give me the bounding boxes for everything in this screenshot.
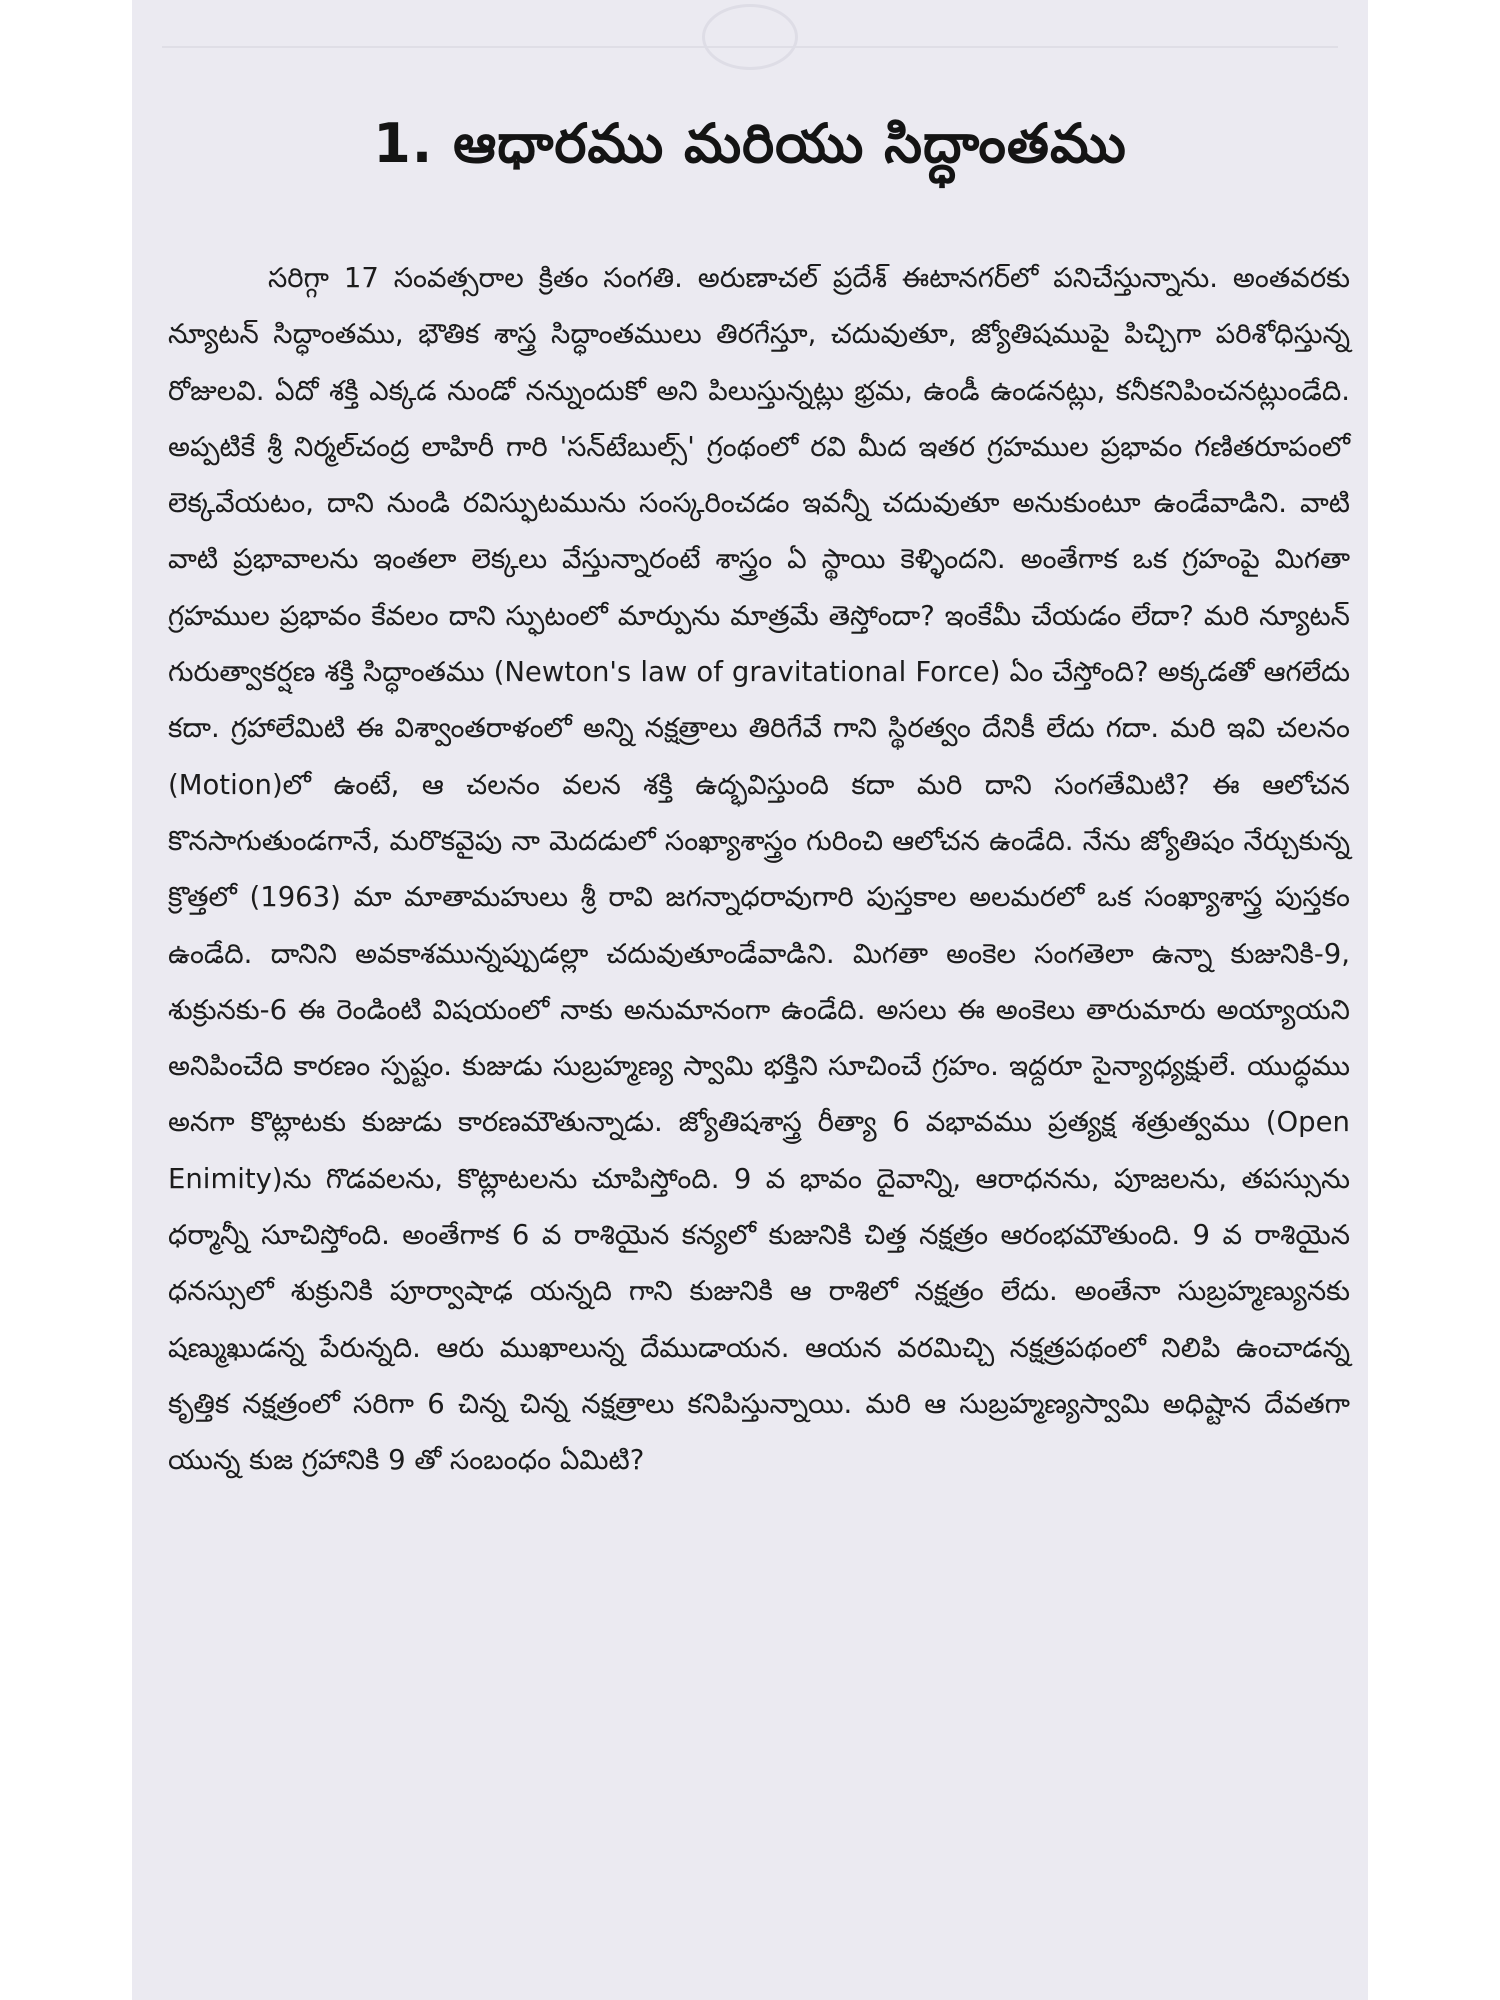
chapter-title: 1. ఆధారము మరియు సిద్ధాంతము xyxy=(373,112,1127,175)
ornament-bleed-through xyxy=(702,4,798,70)
body-paragraph: సరిగ్గా 17 సంవత్సరాల క్రితం సంగతి. అరుణాచల్ ప్రదేశ్ ఈటానగర్‌లో పనిచేస్తున్నాను. అంతవరకు న్యూటన్ సిద్ధాంతము, భౌతిక శాస్త్ర సిద్ధాంతములు తిరగేస్తూ, చదువుతూ, జ్యోతిషముపై పిచ్చిగా పరిశోధిస్తున్న రోజులవి. ఏదో శక్తి ఎక్కడ నుండో నన్నుందుకో అని పిలుస్తున్నట్లు భ్రమ, ఉండీ ఉండనట్లు, కనీకనిపించనట్లుండేది. అప్పటికే శ్రీ నిర్మల్‌చంద్ర లాహిరీ గారి 'సన్‌టేబుల్స్' గ్రంథంలో రవి మీద ఇతర గ్రహముల ప్రభావం గణితరూపంలో లెక్కవేయటం, దాని నుండి రవిస్ఫుటమును సంస్కరించడం ఇవన్నీ చదువుతూ అనుకుంటూ ఉండేవాడిని. వాటి వాటి ప్రభావాలను ఇంతలా లెక్కలు వేస్తున్నారంటే శాస్త్రం ఏ స్థాయి కెళ్ళిందని. అంతేగాక ఒక గ్రహంపై మిగతా గ్రహముల ప్రభావం కేవలం దాని స్ఫుటంలో మార్పును మాత్రమే తెస్తోందా? ఇంకేమీ చేయడం లేదా? మరి న్యూటన్ గురుత్వాకర్షణ శక్తి సిద్ధాంతము (Newton's law of gravitational Force) ఏం చేస్తోంది? అక్కడతో ఆగలేదు కదా. గ్రహాలేమిటి ఈ విశ్వాంతరాళంలో అన్ని నక్షత్రాలు తిరిగేవే గాని స్థిరత్వం దేనికీ లేదు గదా. మరి ఇవి చలనం (Motion)లో ఉంటే, ఆ చలనం వలన శక్తి ఉద్భవిస్తుంది కదా మరి దాని సంగతేమిటి? ఈ ఆలోచన కొనసాగుతుండగానే, మరొకవైపు నా మెదడులో సంఖ్యాశాస్త్రం గురించి ఆలోచన ఉండేది. నేను జ్యోతిషం నేర్చుకున్న క్రొత్తలో (1963) మా మాతామహులు శ్రీ రావి జగన్నాధరావుగారి పుస్తకాల అలమరలో ఒక సంఖ్యాశాస్త్ర పుస్తకం ఉండేది. దానిని అవకాశమున్నప్పుడల్లా చదువుతూండేవాడిని. మిగతా అంకెల సంగతెలా ఉన్నా కుజునికి-9, శుక్రునకు-6 ఈ రెండింటి విషయంలో నాకు అనుమానంగా ఉండేది. అసలు ఈ అంకెలు తారుమారు అయ్యాయని అనిపించేది కారణం స్పష్టం. కుజుడు సుబ్రహ్మణ్య స్వామి భక్తిని సూచించే గ్రహం. ఇద్దరూ సైన్యాధ్యక్షులే. యుద్ధము అనగా కొట్లాటకు కుజుడు కారణమౌతున్నాడు. జ్యోతిషశాస్త్ర రీత్యా 6 వభావము ప్రత్యక్ష శత్రుత్వము (Open Enimity)ను గొడవలను, కొట్లాటలను చూపిస్తోంది. 9 వ భావం దైవాన్ని, ఆరాధనను, పూజలను, తపస్సును ధర్మాన్నీ సూచిస్తోంది. అంతేగాక 6 వ రాశియైన కన్యలో కుజునికి చిత్త నక్షత్రం ఆరంభమౌతుంది. 9 వ రాశియైన ధనస్సులో శుక్రునికి పూర్వాషాఢ యన్నది గాని కుజునికి ఆ రాశిలో నక్షత్రం లేదు. అంతేనా సుబ్రహ్మణ్యునకు షణ్ముఖుడన్న పేరున్నది. ఆరు ముఖాలున్న దేముడాయన. ఆయన వరమిచ్చి నక్షత్రపథంలో నిలిపి ఉంచాడన్న కృత్తిక నక్షత్రంలో సరిగా 6 చిన్న చిన్న నక్షత్రాలు కనిపిస్తున్నాయి. మరి ఆ సుబ్రహ్మణ్యస్వామి అధిష్టాన దేవతగా యున్న కుజ గ్రహానికి 9 తో సంబంధం ఏమిటి? xyxy=(168,262,1350,1477)
book-page xyxy=(132,0,1368,2000)
